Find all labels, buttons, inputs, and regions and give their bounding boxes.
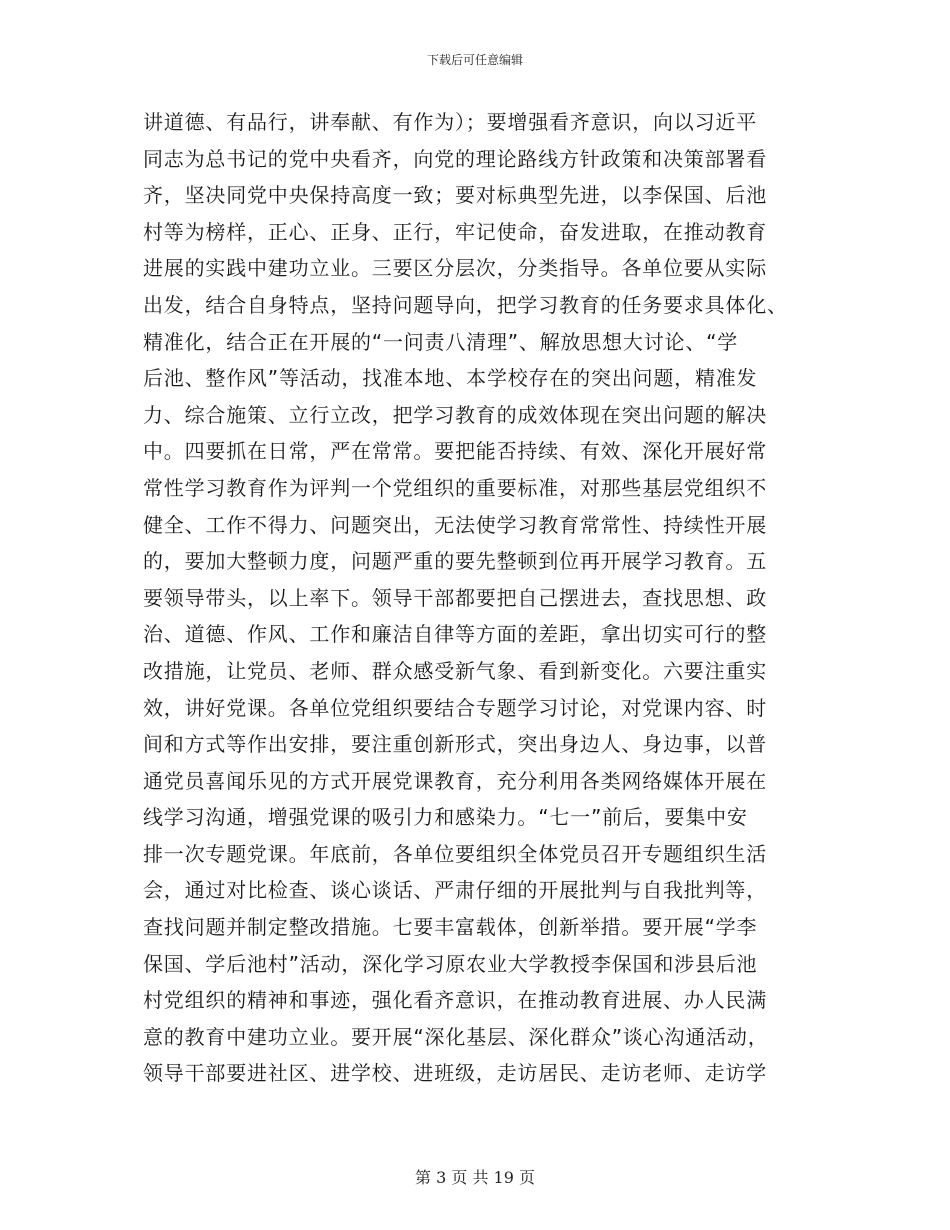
body-line: 进展的实践中建功立业。三要区分层次，分类指导。各单位要从实际 bbox=[143, 256, 767, 281]
body-line: 领导干部要进社区、进学校、进班级，走访居民、走访老师、走访学 bbox=[143, 1061, 767, 1086]
body-line: 效，讲好党课。各单位党组织要结合专题学习讨论，对党课内容、时 bbox=[143, 695, 767, 720]
body-line: 精准化，结合正在开展的“一问责八清理”、解放思想大讨论、“学 bbox=[143, 329, 739, 354]
body-line: 线学习沟通，增强党课的吸引力和感染力。“七一”前后，要集中安 bbox=[143, 805, 748, 830]
body-line: 间和方式等作出安排，要注重创新形式，突出身边人、身边事，以普 bbox=[143, 732, 767, 757]
body-line: 出发，结合自身特点，坚持问题导向，把学习教育的任务要求具体化、 bbox=[143, 292, 788, 317]
body-line: 治、道德、作风、工作和廉洁自律等方面的差距，拿出切实可行的整 bbox=[143, 622, 767, 647]
body-line: 保国、学后池村”活动，深化学习原农业大学教授李保国和涉县后池 bbox=[143, 951, 758, 976]
body-line: 的，要加大整顿力度，问题严重的要先整顿到位再开展学习教育。五 bbox=[143, 549, 767, 574]
body-line: 要领导带头，以上率下。领导干部都要把自己摆进去，查找思想、政 bbox=[143, 585, 767, 610]
body-line: 查找问题并制定整改措施。七要丰富载体，创新举措。要开展“学李 bbox=[143, 915, 758, 940]
body-line: 后池、整作风”等活动，找准本地、本学校存在的突出问题，精准发 bbox=[143, 366, 758, 391]
body-line: 意的教育中建功立业。要开展“深化基层、深化群众”谈心沟通活动， bbox=[143, 1024, 769, 1049]
body-line: 讲道德、有品行，讲奉献、有作为）；要增强看齐意识，向以习近平 bbox=[143, 110, 757, 134]
body-line: 力、综合施策、立行立改，把学习教育的成效体现在突出问题的解决 bbox=[143, 402, 767, 427]
body-line: 改措施，让党员、老师、群众感受新气象、看到新变化。六要注重实 bbox=[143, 658, 767, 683]
body-line: 同志为总书记的党中央看齐，向党的理论路线方针政策和决策部署看 bbox=[143, 146, 767, 171]
body-line: 齐，坚决同党中央保持高度一致；要对标典型先进，以李保国、后池 bbox=[143, 183, 767, 208]
body-line: 村等为榜样，正心、正身、正行，牢记使命，奋发进取，在推动教育 bbox=[143, 219, 767, 244]
body-line: 中。四要抓在日常，严在常常。要把能否持续、有效、深化开展好常 bbox=[143, 439, 767, 464]
page-footer-number: 第 3 页 共 19 页 bbox=[415, 1168, 535, 1187]
body-line: 排一次专题党课。年底前，各单位要组织全体党员召开专题组织生活 bbox=[143, 841, 767, 866]
body-line: 健全、工作不得力、问题突出，无法使学习教育常常性、持续性开展 bbox=[143, 512, 767, 537]
page-header-note: 下载后可任意编辑 bbox=[426, 53, 523, 67]
body-line: 会，通过对比检查、谈心谈话、严肃仔细的开展批判与自我批判等， bbox=[143, 878, 767, 903]
body-line: 通党员喜闻乐见的方式开展党课教育，充分利用各类网络媒体开展在 bbox=[143, 768, 767, 793]
body-line: 常性学习教育作为评判一个党组织的重要标准，对那些基层党组织不 bbox=[143, 475, 767, 500]
body-line: 村党组织的精神和事迹，强化看齐意识，在推动教育进展、办人民满 bbox=[143, 988, 767, 1013]
body-text bbox=[143, 104, 823, 1092]
